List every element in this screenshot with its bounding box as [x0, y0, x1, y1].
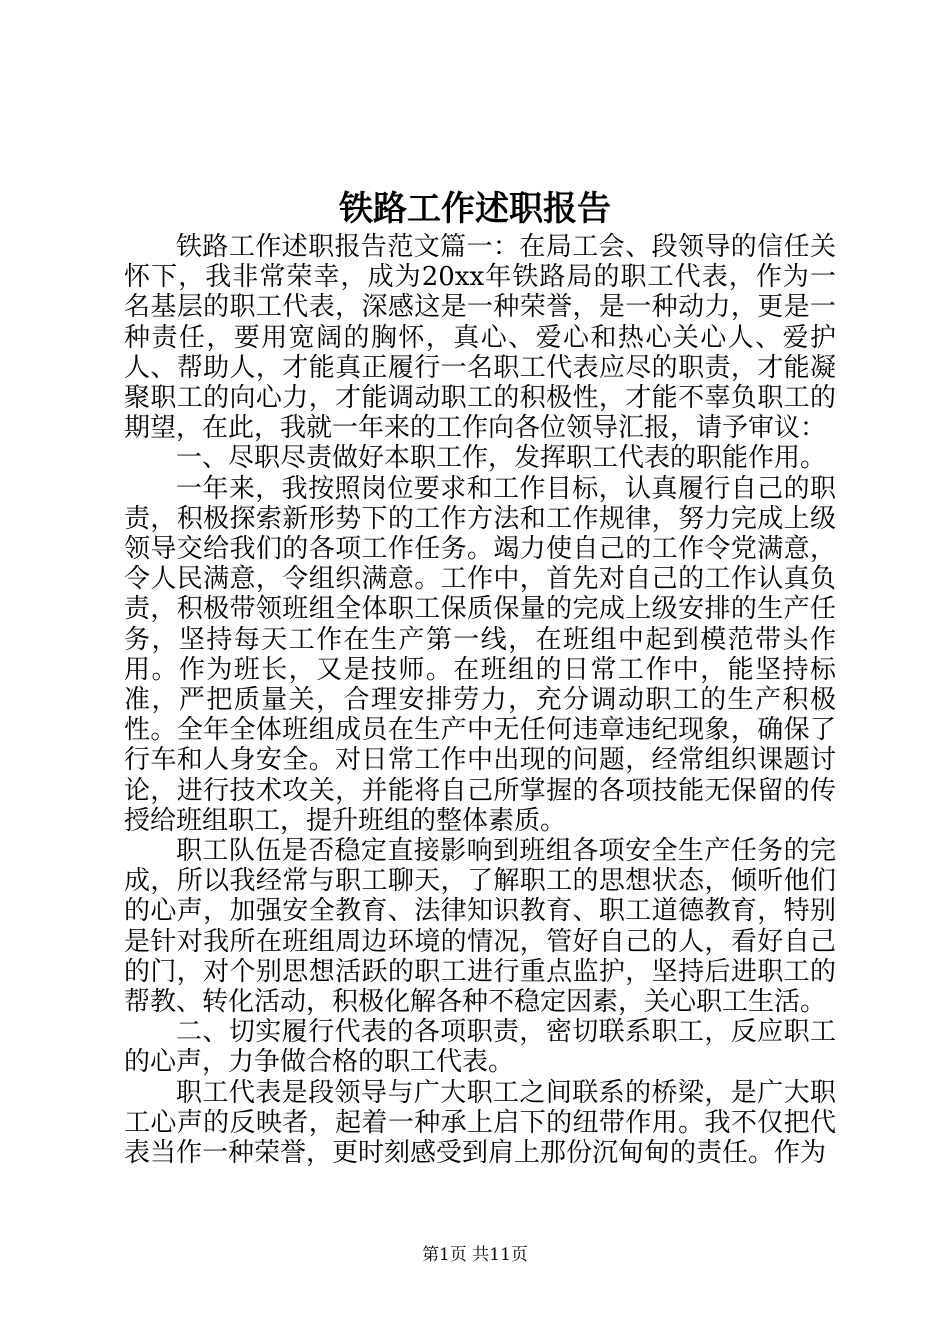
paragraph-team-stability: 职工队伍是否稳定直接影响到班组各项安全生产任务的完成，所以我经常与职工聊天，了解职工的思想状态，倾听他们的心声，加强安全教育、法律知识教育、职工道德教育，特别是针对我所在班组周边环境的情况，管好自己的人，看好自己的门，对个别思想活跃的职工进行重点监护，坚持后进职工的帮教、转化活动，积极化解各种不稳定因素，关心职工生活。 — [124, 836, 836, 1018]
paragraph-representative-role: 职工代表是段领导与广大职工之间联系的桥梁，是广大职工心声的反映者，起着一种承上启下的纽带作用。我不仅把代表当作一种荣誉，更时刻感受到肩上那份沉甸甸的责任。作为 — [124, 1077, 836, 1169]
section-heading-1: 一、尽职尽责做好本职工作，发挥职工代表的职能作用。 — [176, 443, 827, 474]
document-title: 铁路工作述职报告 — [339, 189, 611, 229]
section-heading-2: 二、切实履行代表的各项职责，密切联系职工，反应职工的心声，力争做合格的职工代表。 — [124, 1017, 836, 1078]
paragraph-work-duties: 一年来，我按照岗位要求和工作目标，认真履行自己的职责，积极探索新形势下的工作方法和工作规律，努力完成上级领导交给我们的各项工作任务。竭力使自己的工作令党满意，令人民满意，令组织满意。工作中，首先对自己的工作认真负责，积极带领班组全体职工保质保量的完成上级安排的生产任务，坚持每天工作在生产第一线，在班组中起到模范带头作用。作为班长，又是技师。在班组的日常工作中，能坚持标准，严把质量关，合理安排劳力，充分调动职工的生产积极性。全年全体班组成员在生产中无任何违章违纪现象，确保了行车和人身安全。对日常工作中出现的问题，经常组织课题讨论，进行技术攻关，并能将自己所掌握的各项技能无保留的传授给班组职工，提升班组的整体素质。 — [124, 473, 836, 836]
document-body — [124, 232, 836, 1168]
page-number-indicator: 第1页 共11页 — [422, 1245, 528, 1265]
paragraph-intro: 铁路工作述职报告范文篇一：在局工会、段领导的信任关怀下，我非常荣幸，成为20xx年铁路局的职工代表，作为一名基层的职工代表，深感这是一种荣誉，是一种动力，更是一种责任，要用宽阔的胸怀，真心、爱心和热心关心人、爱护人、帮助人，才能真正履行一名职工代表应尽的职责，才能凝聚职工的向心力，才能调动职工的积极性，才能不辜负职工的期望，在此，我就一年来的工作向各位领导汇报，请予审议： — [124, 232, 836, 444]
